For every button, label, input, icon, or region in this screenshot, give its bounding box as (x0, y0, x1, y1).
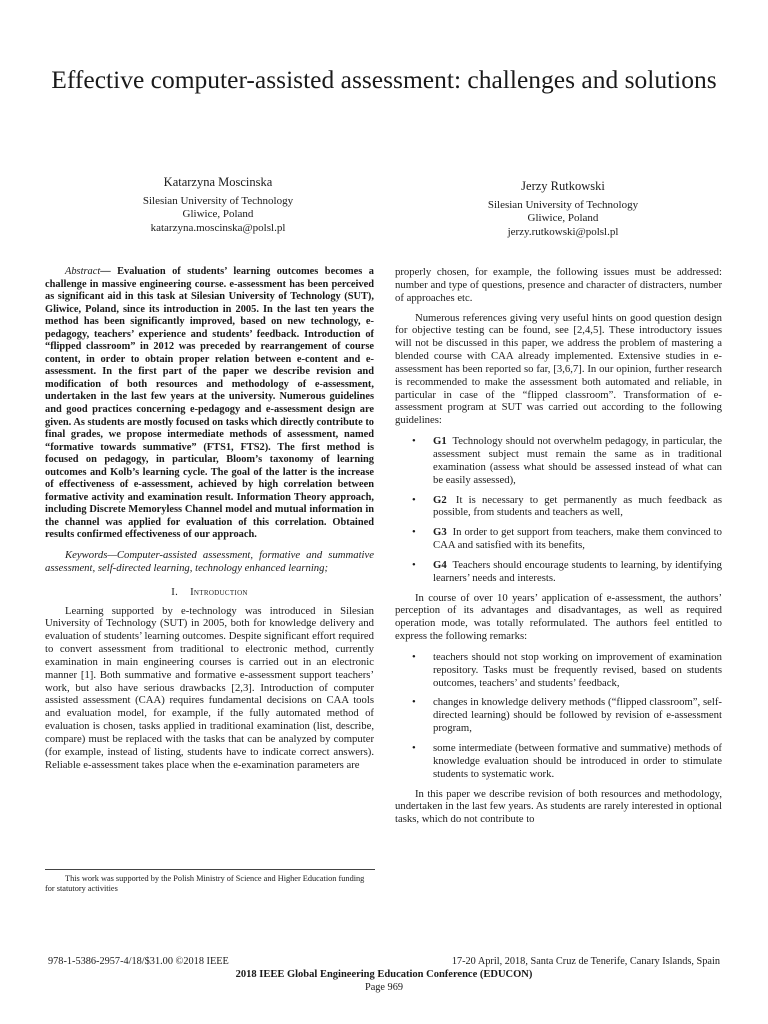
bullet-icon: • (412, 526, 416, 539)
remark-text: some intermediate (between formative and summative) methods of knowledge evaluation should be introduced in order to stimulate students to systematic work. (433, 742, 722, 780)
list-item (395, 526, 722, 552)
bullet-icon: • (412, 650, 416, 663)
list-item (395, 696, 722, 735)
continuation-paragraph: properly chosen, for example, the following issues must be addressed: number and type of questions, presence and character of distracters, number of approaches etc. (395, 266, 722, 304)
bullet-icon: • (412, 558, 416, 571)
body-paragraph: In course of over 10 years’ application of e-assessment, the authors’ perception of its advantages and disadvantages, as well as required operation mode, was totally reformulated. The authors feel entitled to express the following remarks: (395, 591, 722, 643)
body-paragraph: In this paper we describe revision of both resources and methodology, undertaken in the last few years. As students are rarely interested in optional tasks, which do not contribute to (395, 787, 722, 826)
abstract-text: Evaluation of students’ learning outcomes becomes a challenge in massive engineering course. e-assessment has been perceived as significant aid in this task at Silesian University of Technology (SUT), Gliwice, Poland, since its introduction in 2005. In the last ten years the method has been significantly improved, based on new technology, e-pedagogy, teachers’ experience and students’ feedback. Introduction of “flipped classroom” in 2012 was preceded by rearrangement of course content, in order to obtain proper relation between e-content and e-assessment. In the first part of the paper we describe revision and modification of both resources and methodology of e-assessment, undertaken in the last few years at the university. Numerous guidelines and good practices concerning e-pedagogy and e-assessment design are given. As students are mostly focused on tasks which directly contribute to final grades, we propose intermediate methods of assessment, named “formative towards summative” (FTS1, FTS2). The first method is focused on pedagogy, in particular, Bloom’s taxonomy of learning outcomes and Kolb’s learning cycle. The goal of the latter is the increase of effectiveness of e-assessment, achieved by high correlation between formative activity and examination result. Information Theory approach, including Discrete Memoryless Channel model and mutual information in the channel was applied for evaluation of this correlation. Obtained results confirmed effectiveness of our approach. (45, 266, 374, 541)
guidelines-list (395, 435, 722, 584)
body-paragraph: Numerous references giving very useful hints on good question design for objective testing can be found, see [2,4,5]. These introductory issues will not be discussed in this paper, we address the problem of mastering a blended course with CAA already implemented. Extensive studies in e-assessment has been reported so far, [3,6,7]. In our opinion, further research is recommended to make the assessment both automated and reliable, in particular in case of the “flipped classroom”. Transformation of e-assessment program at SUT was carried out according to the following guidelines: (395, 311, 722, 427)
author-email: katarzyna.moscinska@polsl.pl (150, 221, 286, 234)
guideline-text: It is necessary to get permanently as much feedback as possible, from students and teachers as well, (433, 493, 723, 519)
abstract-dash: — (100, 266, 118, 277)
paper-title: Effective computer-assisted assessment: challenges and solutions (51, 65, 717, 94)
list-item (395, 651, 722, 690)
abstract (45, 266, 374, 542)
bullet-icon: • (412, 742, 416, 754)
bullet-icon: • (412, 696, 416, 709)
footnote-divider (45, 869, 375, 870)
section-heading (45, 586, 374, 599)
author-name: Jerzy Rutkowski (521, 179, 605, 193)
list-item (395, 494, 722, 520)
keywords: Keywords—Computer-assisted assessment, formative and summative assessment, self-directed learning, technology enhanced learning; (45, 549, 374, 574)
right-column (395, 266, 722, 826)
author-city: Gliwice, Poland (527, 212, 599, 224)
intro-paragraph: Learning supported by e-technology was introduced in Silesian University of Technology (SUT) in 2005, both for knowledge delivery and evaluation of students’ learning outcomes. Despite significant effort required to convert assessment from traditional to electronic method, currently examination in main engineering courses is carried out in an electronic manner [1]. Both summative and formative e-assessment support teachers’ work, but also have serious drawbacks [2,3]. Introduction of computer assisted assessment (CAA) requires fundamental decisions on CAA tools and evaluation model, for example, if the fully automated method of evaluation is chosen, tasks applied in traditional examination (list, describe, compare) must be replaced with the tasks that can be analyzed by computer (for example, instead of listing, students have to indicate correct answers). Reliable e-assessment takes place when the e-examination parameters are (45, 604, 374, 771)
footer-conference: 2018 IEEE Global Engineering Education Conference (EDUCON) (235, 969, 533, 980)
remarks-list (395, 651, 722, 781)
list-item (395, 435, 722, 486)
footer-date-place: 17-20 April, 2018, Santa Cruz de Tenerife, Canary Islands, Spain (451, 956, 720, 967)
guideline-text: Technology should not overwhelm pedagogy, in particular, the assessment subject must remain the same as in traditional examination (assess what should be assessed instead of what can be easily assessed), (433, 435, 722, 486)
author-affiliation: Silesian University of Technology (142, 194, 294, 207)
abstract-label: Abstract (65, 266, 101, 277)
author-city: Gliwice, Poland (182, 208, 254, 220)
page-number: Page 969 (364, 982, 404, 993)
remark-text: teachers should not stop working on improvement of examination repository. Tasks must be frequently revised, based on students outcomes, teachers’ and students’ feedback, (433, 650, 722, 689)
bullet-icon: • (412, 435, 416, 448)
guideline-text: In order to get support from teachers, make them convinced to CAA and satisfied with its benefits, (433, 526, 722, 552)
author-name: Katarzyna Moscinska (163, 175, 273, 189)
list-item (395, 559, 722, 585)
remark-text: changes in knowledge delivery methods (“flipped classroom”, self-directed learning) should be followed by revision of e-assessment program, (433, 696, 722, 735)
footnote: This work was supported by the Polish Ministry of Science and Higher Education funding for statutory activities (45, 874, 365, 894)
list-item (395, 742, 722, 781)
guideline-tag: G2 (433, 493, 447, 506)
left-column (45, 266, 374, 772)
footer-isbn: 978-1-5386-2957-4/18/$31.00 ©2018 IEEE (48, 956, 229, 967)
guideline-tag: G4 (433, 558, 447, 571)
bullet-icon: • (412, 493, 416, 506)
author-block-1 (100, 176, 336, 235)
guideline-text: Teachers should encourage students to learning, by identifying learners’ needs and interests. (433, 558, 722, 584)
guideline-tag: G1 (433, 435, 447, 448)
author-affiliation: Silesian University of Technology (487, 198, 639, 211)
section-title: Introduction (190, 585, 248, 598)
guideline-tag: G3 (433, 526, 447, 539)
author-block-2 (445, 180, 681, 239)
section-number: I. (171, 585, 179, 598)
author-email: jerzy.rutkowski@polsl.pl (507, 225, 619, 238)
